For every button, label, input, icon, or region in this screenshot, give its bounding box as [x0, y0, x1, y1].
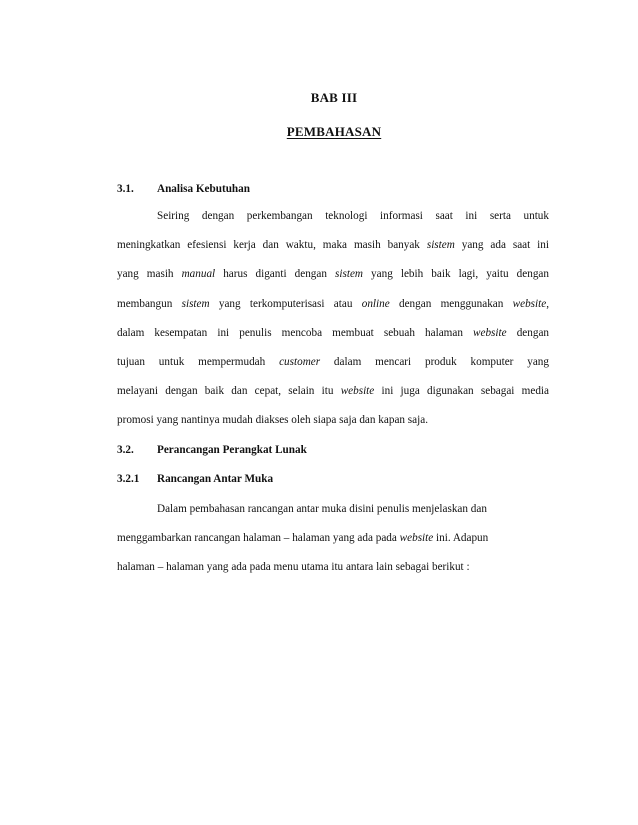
section-title: Perancangan Perangkat Lunak	[157, 444, 307, 456]
paragraph-line: halaman – halaman yang ada pada menu utama itu antara lain sebagai berikut :	[117, 561, 470, 574]
chapter-title: PEMBAHASAN	[286, 124, 382, 139]
paragraph-line: dalam kesempatan ini penulis mencoba membuat sebuah halaman website dengan	[117, 326, 549, 339]
paragraph-line: Dalam pembahasan rancangan antar muka disini penulis menjelaskan dan	[157, 503, 487, 515]
section-number: 3.2.	[117, 444, 134, 456]
paragraph-line: menggambarkan rancangan halaman – halaman yang ada pada website ini. Adapun	[117, 532, 489, 545]
chapter-number: BAB III	[310, 90, 358, 105]
section-title: Analisa Kebutuhan	[157, 183, 250, 195]
paragraph-line: Seiring dengan perkembangan teknologi informasi saat ini serta untuk	[157, 210, 549, 222]
paragraph-rancangan-antar-muka	[117, 495, 549, 583]
paragraph-line: yang masih manual harus diganti dengan sistem yang lebih baik lagi, yaitu dengan	[117, 268, 549, 281]
paragraph-analisa-kebutuhan	[117, 202, 549, 436]
paragraph-line: tujuan untuk mempermudah customer dalam mencari produk komputer yang	[117, 355, 549, 368]
section-number: 3.1.	[117, 183, 134, 195]
section-number: 3.2.1	[117, 473, 140, 485]
paragraph-line: promosi yang nantinya mudah diakses oleh siapa saja dan kapan saja.	[117, 414, 428, 427]
section-heading-3-1	[117, 183, 250, 195]
section-heading-3-2	[117, 444, 307, 456]
section-heading-3-2-1	[117, 473, 273, 485]
paragraph-line: melayani dengan baik dan cepat, selain itu website ini juga digunakan sebagai media	[117, 385, 549, 398]
paragraph-line: meningkatkan efesiensi kerja dan waktu, maka masih banyak sistem yang ada saat ini	[117, 239, 549, 252]
paragraph-line: membangun sistem yang terkomputerisasi atau online dengan menggunakan website,	[117, 297, 549, 310]
section-title: Rancangan Antar Muka	[157, 473, 274, 485]
